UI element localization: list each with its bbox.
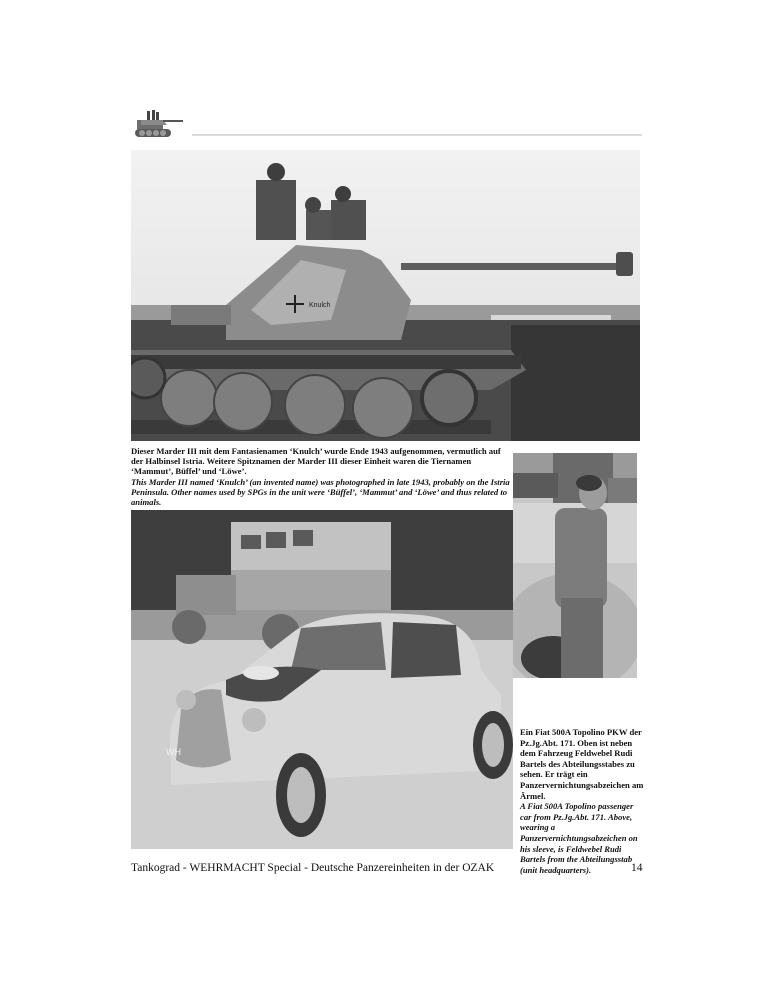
plate-marking: WH (166, 747, 181, 757)
tank-silhouette-icon (133, 106, 187, 142)
caption-topolino-german: Ein Fiat 500A Topolino PKW der Pz.Jg.Abt. 171. Oben ist neben dem Fahrzeug Feldwebel Rudi Bartels des Abteilungsstabes zu sehen. Er trägt ein Panzervernichtungsabzeichen am Ärmel. (520, 727, 644, 801)
caption-marder-german: Dieser Marder III mit dem Fantasienamen ‘Knulch’ wurde Ende 1943 aufgenommen, vermutlich auf der Halbinsel Istria. Weitere Spitznamen der Marder III dieser Einheit waren die Tiernamen ‘Mammut’, Büffel’ und ‘Löwe’. (131, 446, 501, 477)
photo-fiat-topolino (131, 510, 513, 849)
caption-marder-english: This Marder III named ‘Knulch’ (an invented name) was photographed in late 1943, probably on the Istria Peninsula. Other names used by SPGs in the unit were ‘Büffel’, ‘Mammut’ and ‘Löwe’ and thus related to animals. (131, 476, 510, 508)
vehicle-marking: Knulch (309, 302, 331, 309)
caption-marder (131, 446, 511, 507)
caption-topolino-english: A Fiat 500A Topolino passenger car from Pz.Jg.Abt. 171. Above, wearing a Panzervernichtungsabzeichen on his sleeve, is Feldwebel Rudi Bartels from the Abteilungsstab (unit headquarters). (520, 801, 638, 875)
caption-topolino (520, 727, 644, 875)
footer-title: Tankograd - WEHRMACHT Special - Deutsche Panzereinheiten in der OZAK (131, 862, 495, 874)
photo-feldwebel-portrait (513, 453, 637, 678)
header-rule (192, 134, 642, 136)
photo-marder-iii (131, 150, 640, 441)
page-number: 14 (631, 862, 643, 874)
